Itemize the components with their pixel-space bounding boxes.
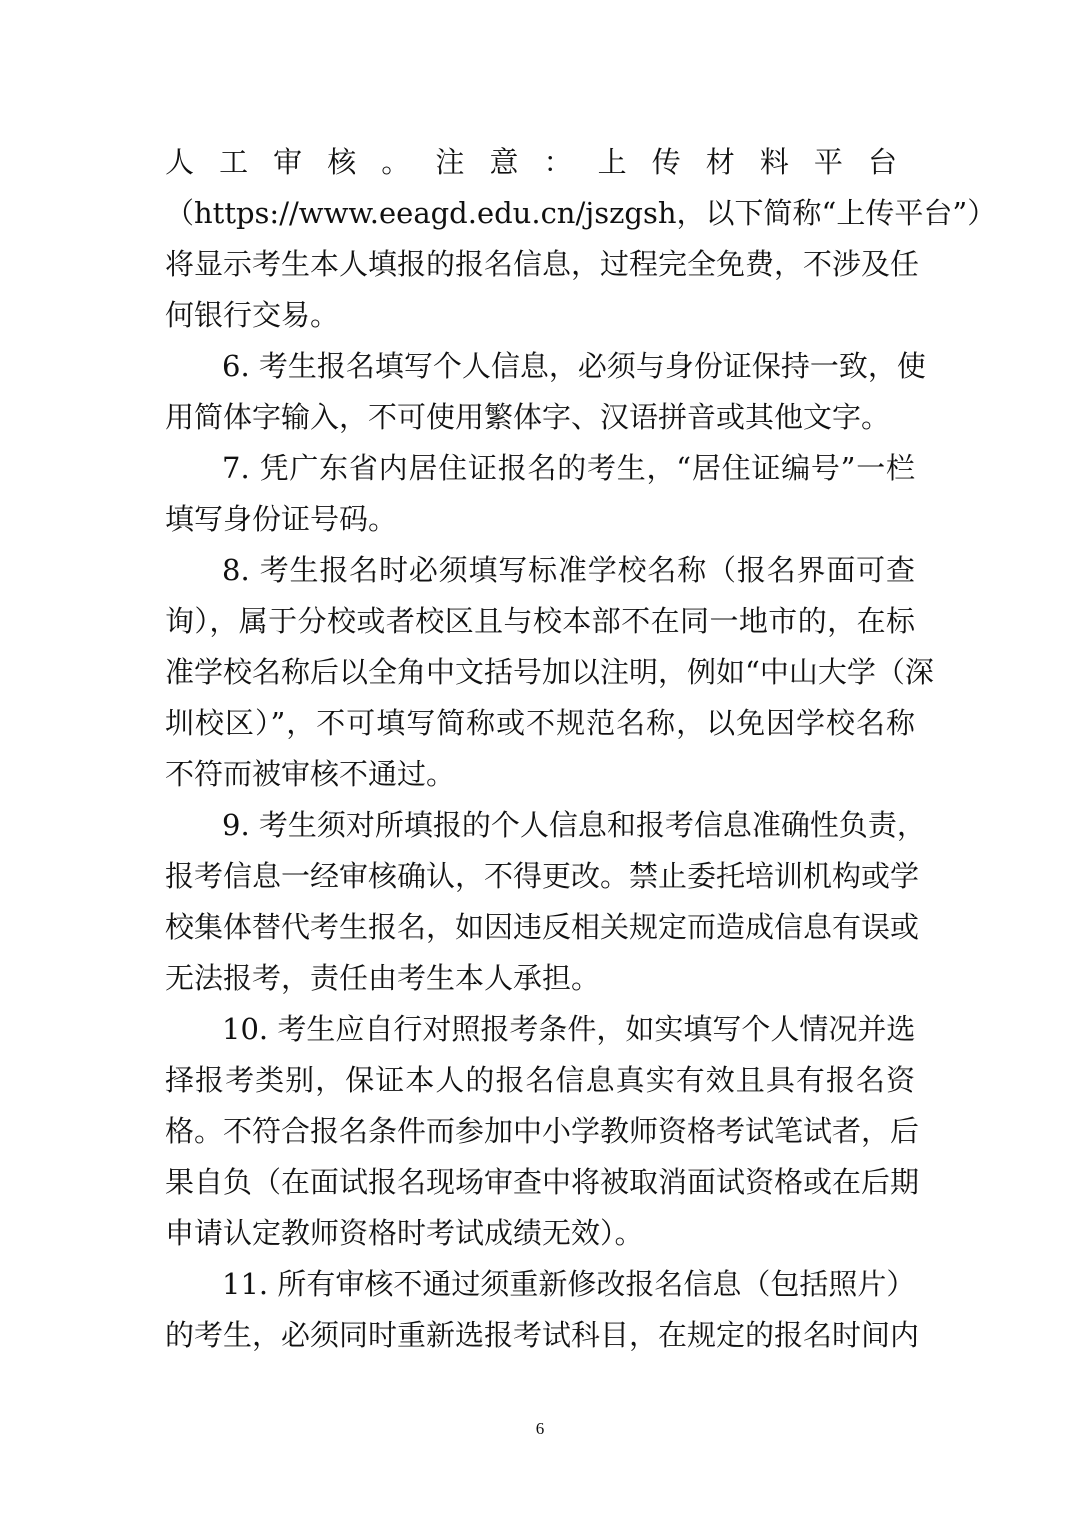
text-line: 格。不符合报名条件而参加中小学教师资格考试笔试者，后 [165,1114,920,1148]
text-line: 用简体字输入，不可使用繁体字、汉语拼音或其他文字。 [165,400,891,434]
text-line: 申请认定教师资格时考试成绩无效）。 [165,1216,644,1250]
text-line: 不符而被审核不通过。 [165,757,456,791]
paragraph-first-line: 7. 凭广东省内居住证报名的考生，“居住证编号”一栏 [222,451,915,485]
paragraph-first-line: 6. 考生报名填写个人信息，必须与身份证保持一致，使 [222,349,926,383]
text-line: 择报考类别，保证本人的报名信息真实有效且具有报名资 [165,1063,915,1097]
text-line: 校集体替代考生报名，如因违反相关规定而造成信息有误或 [165,910,920,944]
text-line: 准学校名称后以全角中文括号加以注明，例如“中山大学（深 [165,655,934,689]
paragraph-first-line: 9. 考生须对所填报的个人信息和报考信息准确性负责， [222,808,926,842]
text-line: 填写身份证号码。 [165,502,398,536]
paragraph-first-line: 11. 所有审核不通过须重新修改报名信息（包括照片） [222,1267,916,1301]
text-line: 圳校区）”，不可填写简称或不规范名称，以免因学校名称 [165,706,915,740]
text-line: 报考信息一经审核确认，不得更改。禁止委托培训机构或学 [165,859,920,893]
text-line: 无法报考，责任由考生本人承担。 [165,961,601,995]
text-line: 果自负（在面试报名现场审查中将被取消面试资格或在后期 [165,1165,920,1199]
text-line: （https://www.eeagd.edu.cn/jszgsh，以下简称“上传平台”） [165,196,997,230]
paragraph-first-line: 10. 考生应自行对照报考条件，如实填写个人情况并选 [222,1012,916,1046]
text-line: 询），属于分校或者校区且与校本部不在同一地市的，在标 [165,604,915,638]
text-line: 人工审核。注意：上传材料平台 [165,145,915,179]
text-line: 的考生，必须同时重新选报考试科目，在规定的报名时间内 [165,1318,920,1352]
text-line: 将显示考生本人填报的报名信息，过程完全免费，不涉及任 [165,247,920,281]
page-number: 6 [535,1419,545,1438]
text-line: 何银行交易。 [165,298,340,332]
paragraph-first-line: 8. 考生报名时必须填写标准学校名称（报名界面可查 [222,553,915,587]
